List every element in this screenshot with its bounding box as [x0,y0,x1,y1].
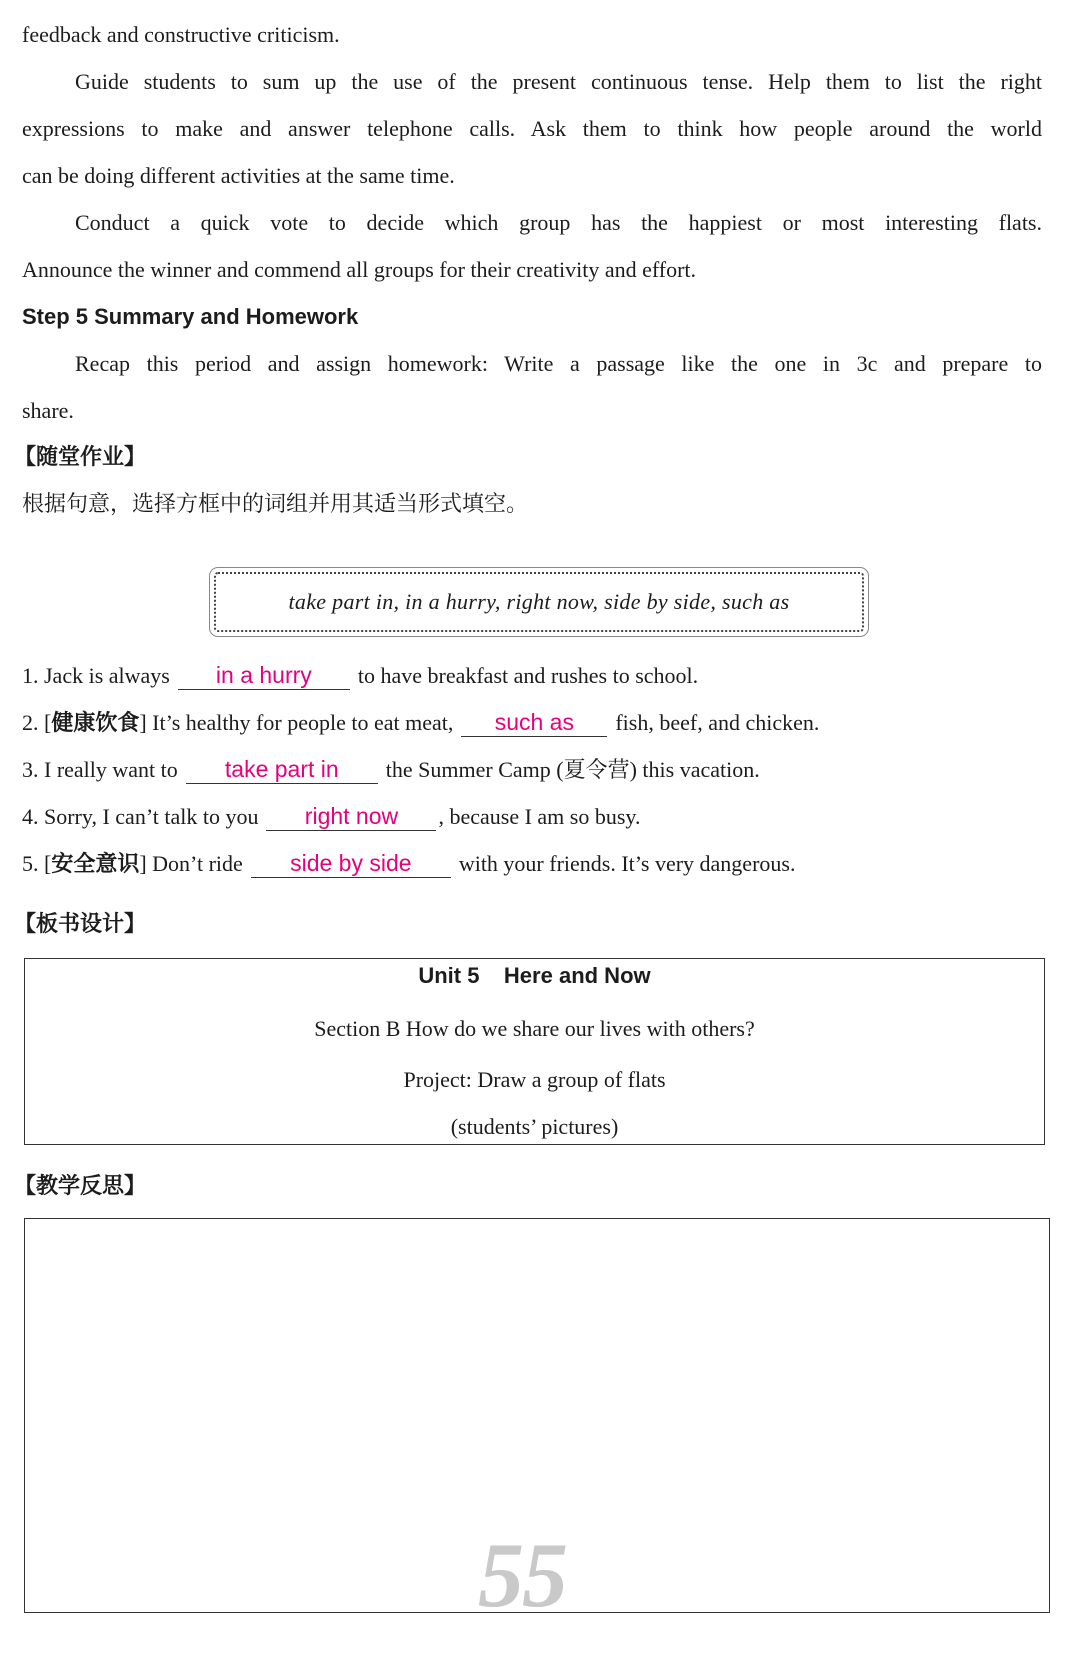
question-prefix: 5. [ [22,851,52,876]
question-suffix: fish, beef, and chicken. [615,710,820,735]
answer-blank[interactable]: right now [266,802,436,831]
question-4 [22,802,641,832]
question-prefix: 2. [ [22,710,52,735]
answer-blank[interactable]: side by side [251,849,451,878]
board-design-heading: 【板书设计】 [14,912,147,937]
question-prefix: 1. Jack is always [22,663,170,688]
paragraph-line: feedback and constructive criticism. [22,22,340,47]
board-pictures: (students’ pictures) [450,1114,619,1139]
board-title: Unit 5 Here and Now [418,963,651,988]
question-5 [22,849,795,880]
question-2 [22,708,819,739]
answer-blank[interactable]: take part in [186,755,378,784]
board-project: Project: Draw a group of flats [403,1067,666,1092]
reflection-heading: 【教学反思】 [14,1174,147,1199]
question-prefix: 4. Sorry, I can’t talk to you [22,804,259,829]
topic-tag: 健康饮食 [51,711,140,736]
answer-blank[interactable]: such as [461,708,607,737]
answer-blank[interactable]: in a hurry [178,661,350,690]
question-mid: ] Don’t ride [139,851,243,876]
word-box [214,572,864,632]
question-suffix: to have breakfast and rushes to school. [357,663,699,688]
paragraph-line: Recap this period and assign homework: Write a passage like the one in 3c and prepare to [75,351,1042,376]
question-1 [22,661,698,691]
paragraph-line: Guide students to sum up the use of the present continuous tense. Help them to list the right [75,69,1042,94]
topic-tag: 安全意识 [51,852,140,877]
paragraph-line: expressions to make and answer telephone calls. Ask them to think how people around the world [22,116,1042,141]
board-design-box [24,958,1045,1145]
word-box-phrases: take part in, in a hurry, right now, side by side, such as [288,589,790,614]
homework-instruction: 根据句意，选择方框中的词组并用其适当形式填空。 [22,492,529,517]
question-mid: ] It’s healthy for people to eat meat, [139,710,454,735]
question-prefix: 3. I really want to [22,757,178,782]
question-suffix: with your friends. It’s very dangerous. [458,851,796,876]
question-3 [22,755,760,785]
paragraph-line: Announce the winner and commend all groups for their creativity and effort. [22,257,697,282]
step5-heading: Step 5 Summary and Homework [22,304,359,329]
page-number: 55 [478,1524,566,1626]
paragraph-line: share. [22,398,74,423]
paragraph-line: Conduct a quick vote to decide which group has the happiest or most interesting flats. [75,210,1042,235]
question-suffix: the Summer Camp (夏令营) this vacation. [385,757,760,782]
question-suffix: , because I am so busy. [438,804,641,829]
board-section: Section B How do we share our lives with others? [314,1016,755,1041]
homework-heading: 【随堂作业】 [14,445,147,470]
paragraph-line: can be doing different activities at the same time. [22,163,455,188]
